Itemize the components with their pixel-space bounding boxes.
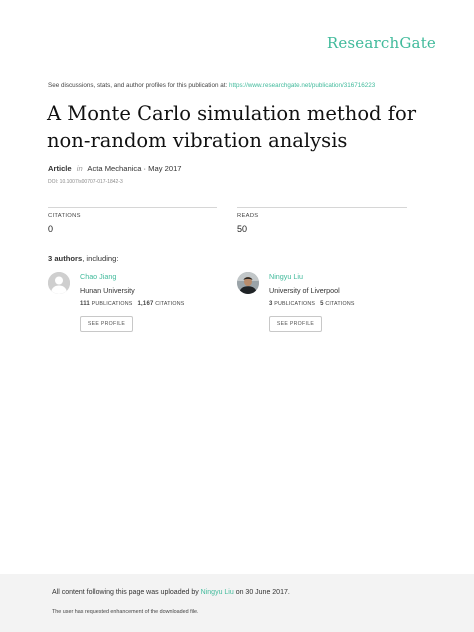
authors-suffix: , including: [82, 254, 119, 263]
journal-info: Acta Mechanica · May 2017 [87, 164, 182, 173]
enhancement-note: The user has requested enhancement of the downloaded file. [52, 609, 199, 615]
author-citations-label: CITATIONS [325, 301, 355, 307]
default-avatar-icon[interactable] [48, 272, 70, 294]
author-stats [269, 301, 429, 307]
citations-count: 1,167 [137, 301, 154, 307]
upload-notice [52, 589, 290, 596]
user-photo-avatar[interactable] [237, 272, 259, 294]
reads-value: 50 [237, 224, 248, 234]
see-profile-button[interactable]: SEE PROFILE [80, 316, 133, 332]
researchgate-logo[interactable]: ResearchGate [326, 34, 436, 52]
reads-label: READS [237, 213, 259, 219]
citations-label: CITATIONS [48, 213, 81, 219]
publications-label: PUBLICATIONS [91, 301, 133, 307]
publications-label: PUBLICATIONS [274, 301, 316, 307]
authors-heading [48, 254, 119, 263]
publications-count: 3 [269, 301, 273, 307]
citations-count: 5 [320, 301, 324, 307]
doi: DOI: 10.1007/s00707-017-1842-3 [48, 179, 123, 185]
author-stats [80, 301, 240, 307]
author-citations-label: CITATIONS [155, 301, 185, 307]
author-institution: Hunan University [80, 286, 135, 295]
uploader-link[interactable]: Ningyu Liu [200, 589, 234, 596]
author-institution: University of Liverpool [269, 286, 340, 295]
upload-date: on 30 June 2017. [235, 589, 290, 596]
footer-panel [0, 574, 474, 632]
in-label: in [76, 164, 83, 173]
discussion-line [48, 82, 448, 89]
see-profile-button[interactable]: SEE PROFILE [269, 316, 322, 332]
author-name-link[interactable]: Ningyu Liu [269, 272, 303, 281]
author-name-link[interactable]: Chao Jiang [80, 272, 117, 281]
upload-prefix: All content following this page was uploaded by [52, 589, 199, 596]
publications-count: 111 [80, 301, 90, 307]
paper-title: A Monte Carlo simulation method for non-random vibration analysis [47, 102, 417, 152]
publication-meta [48, 164, 182, 173]
citations-value: 0 [48, 224, 54, 234]
publication-type: Article [48, 164, 72, 173]
publication-link[interactable]: https://www.researchgate.net/publication/316716223 [228, 82, 376, 89]
reads-stat [237, 207, 407, 234]
citations-stat [48, 207, 217, 234]
discussion-text: See discussions, stats, and author profiles for this publication at: [48, 82, 228, 89]
authors-count: 3 authors [48, 254, 83, 263]
